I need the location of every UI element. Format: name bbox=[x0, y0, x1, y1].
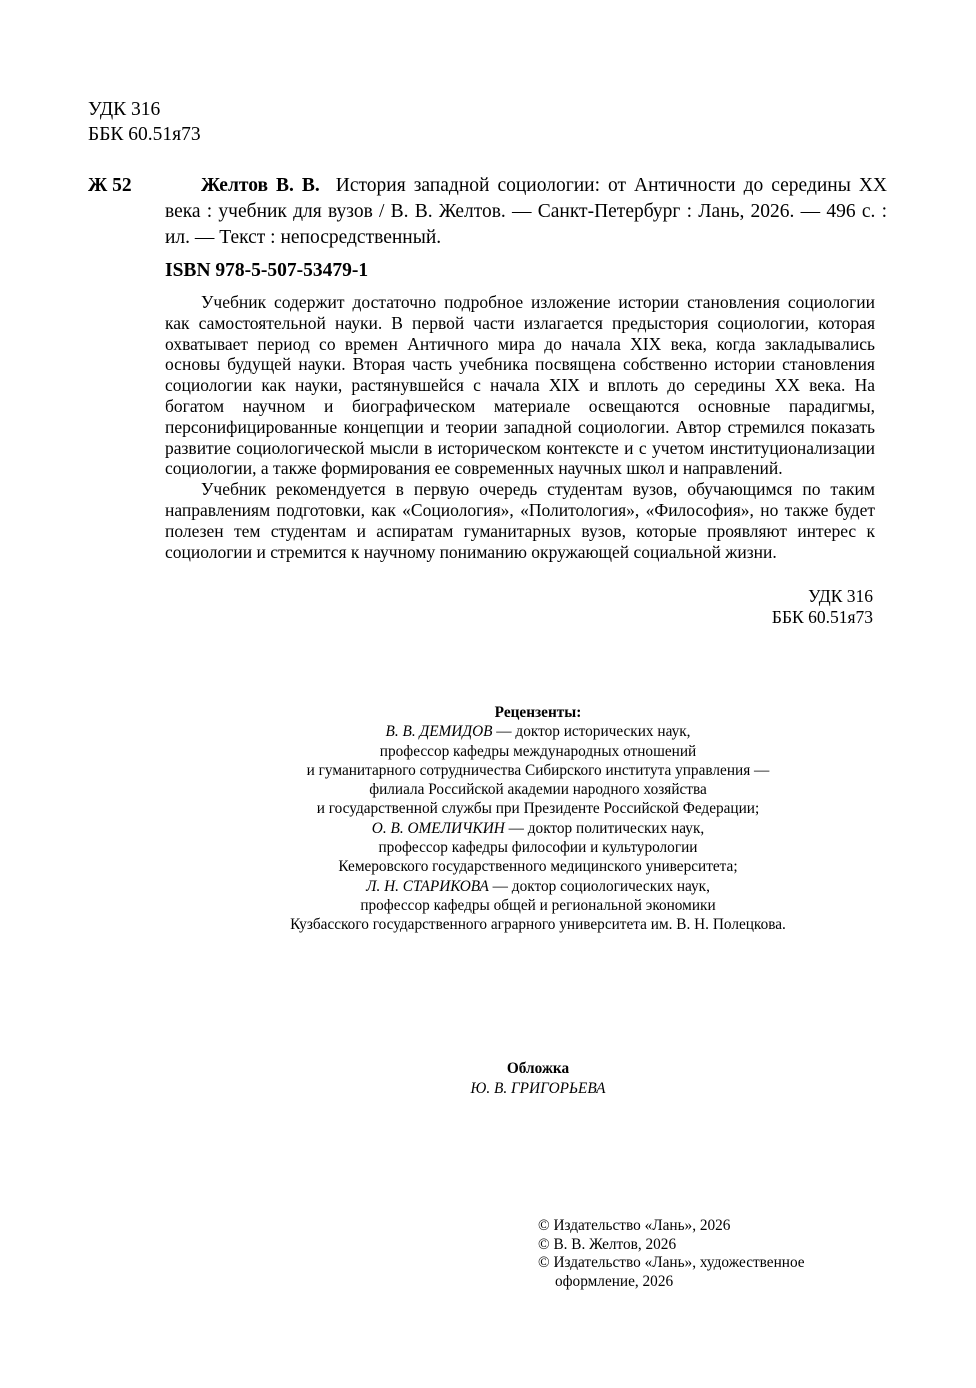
reviewer-2-line: профессор кафедры философии и культурологии bbox=[378, 839, 698, 857]
annotation-classification bbox=[700, 586, 873, 628]
reviewer-1-line: и гуманитарного сотрудничества Сибирского института управления — bbox=[306, 761, 770, 779]
bibliographic-record bbox=[165, 173, 887, 251]
cover-heading: Обложка bbox=[506, 1060, 570, 1077]
copyright-block bbox=[538, 1217, 868, 1291]
header-bbk: ББК 60.51я73 bbox=[88, 124, 201, 145]
annotation-paragraph-1: Учебник содержит достаточно подробное изложение истории становления социологии как самостоятельной науки. В первой части излагается предыстория социологии, которая охватывает период со времен Античного мира до начала XIX века, когда закладывались основы будущей науки. Вторая часть учебника посвящена собственно истории становления социологии как науки, растянувшейся с начала XIX и вплоть до середины XX века. На богатом научном и биографическом материале освещаются основные парадигмы, персонифицированные концепции и теории западной социологии. Автор стремился показать развитие социологической мысли в историческом контексте и с учетом институционализации социологии, а также формирования ее современных научных школ и направлений. bbox=[165, 292, 875, 479]
reviewer-3 bbox=[180, 877, 896, 896]
reviewer-1-name: В. В. ДЕМИДОВ bbox=[385, 723, 493, 741]
reviewer-2 bbox=[180, 819, 896, 838]
annotation-bbk: ББК 60.51я73 bbox=[771, 607, 873, 627]
reviewer-2-name: О. В. ОМЕЛИЧКИН bbox=[371, 819, 505, 837]
copyright-line: © В. В. Желтов, 2026 bbox=[538, 1235, 677, 1253]
reviewers-heading: Рецензенты: bbox=[494, 704, 582, 721]
reviewer-1-line: и государственной службы при Президенте Российской Федерации; bbox=[316, 800, 760, 818]
reviewer-3-degree: — доктор социологических наук, bbox=[488, 877, 710, 895]
reviewer-1-line: филиала Российской академии народного хозяйства bbox=[369, 781, 707, 799]
annotation bbox=[165, 292, 875, 562]
annotation-udk: УДК 316 bbox=[808, 586, 873, 606]
cover-credit bbox=[180, 1059, 896, 1099]
header-classification bbox=[88, 97, 201, 147]
reviewers-block bbox=[180, 703, 896, 935]
copyright-line: оформление, 2026 bbox=[555, 1272, 674, 1290]
cover-designer: Ю. В. ГРИГОРЬЕВА bbox=[470, 1080, 606, 1097]
bibliographic-description: История западной социологии: от Античности до середины XX века : учебник для вузов / В. В. Желтов. — Санкт-Петербург : Лань, 2026. — 496 с. : ил. — Текст : непосредственный. bbox=[165, 175, 888, 248]
reviewer-3-line: Кузбасского государственного аграрного университета им. В. Н. Полецкова. bbox=[290, 916, 786, 934]
reviewer-2-degree: — доктор политических наук, bbox=[504, 819, 705, 837]
author-name: Желтов В. В. bbox=[201, 175, 320, 196]
isbn: ISBN 978-5-507-53479-1 bbox=[165, 260, 369, 281]
copyright-line: © Издательство «Лань», художественное bbox=[538, 1254, 805, 1271]
copyright-line: © Издательство «Лань», 2026 bbox=[538, 1217, 731, 1234]
reviewer-1-line: профессор кафедры международных отношений bbox=[379, 742, 697, 760]
annotation-paragraph-2: Учебник рекомендуется в первую очередь студентам вузов, обучающимся по таким направлениям подготовки, как «Социология», «Политология», «Философия», но также будет полезен тем студентам и аспиратам гуманитарных вузов, которые проявляют интерес к социологии и стремится к научному пониманию окружающей социальной жизни. bbox=[165, 479, 875, 562]
reviewer-1 bbox=[180, 722, 896, 741]
reviewer-1-degree: — доктор исторических наук, bbox=[492, 723, 691, 741]
reviewer-3-line: профессор кафедры общей и региональной экономики bbox=[360, 896, 716, 914]
reviewer-3-name: Л. Н. СТАРИКОВА bbox=[366, 877, 489, 895]
author-code: Ж 52 bbox=[88, 175, 132, 196]
reviewer-2-line: Кемеровского государственного медицинского университета; bbox=[338, 858, 738, 876]
header-udk: УДК 316 bbox=[88, 99, 161, 120]
